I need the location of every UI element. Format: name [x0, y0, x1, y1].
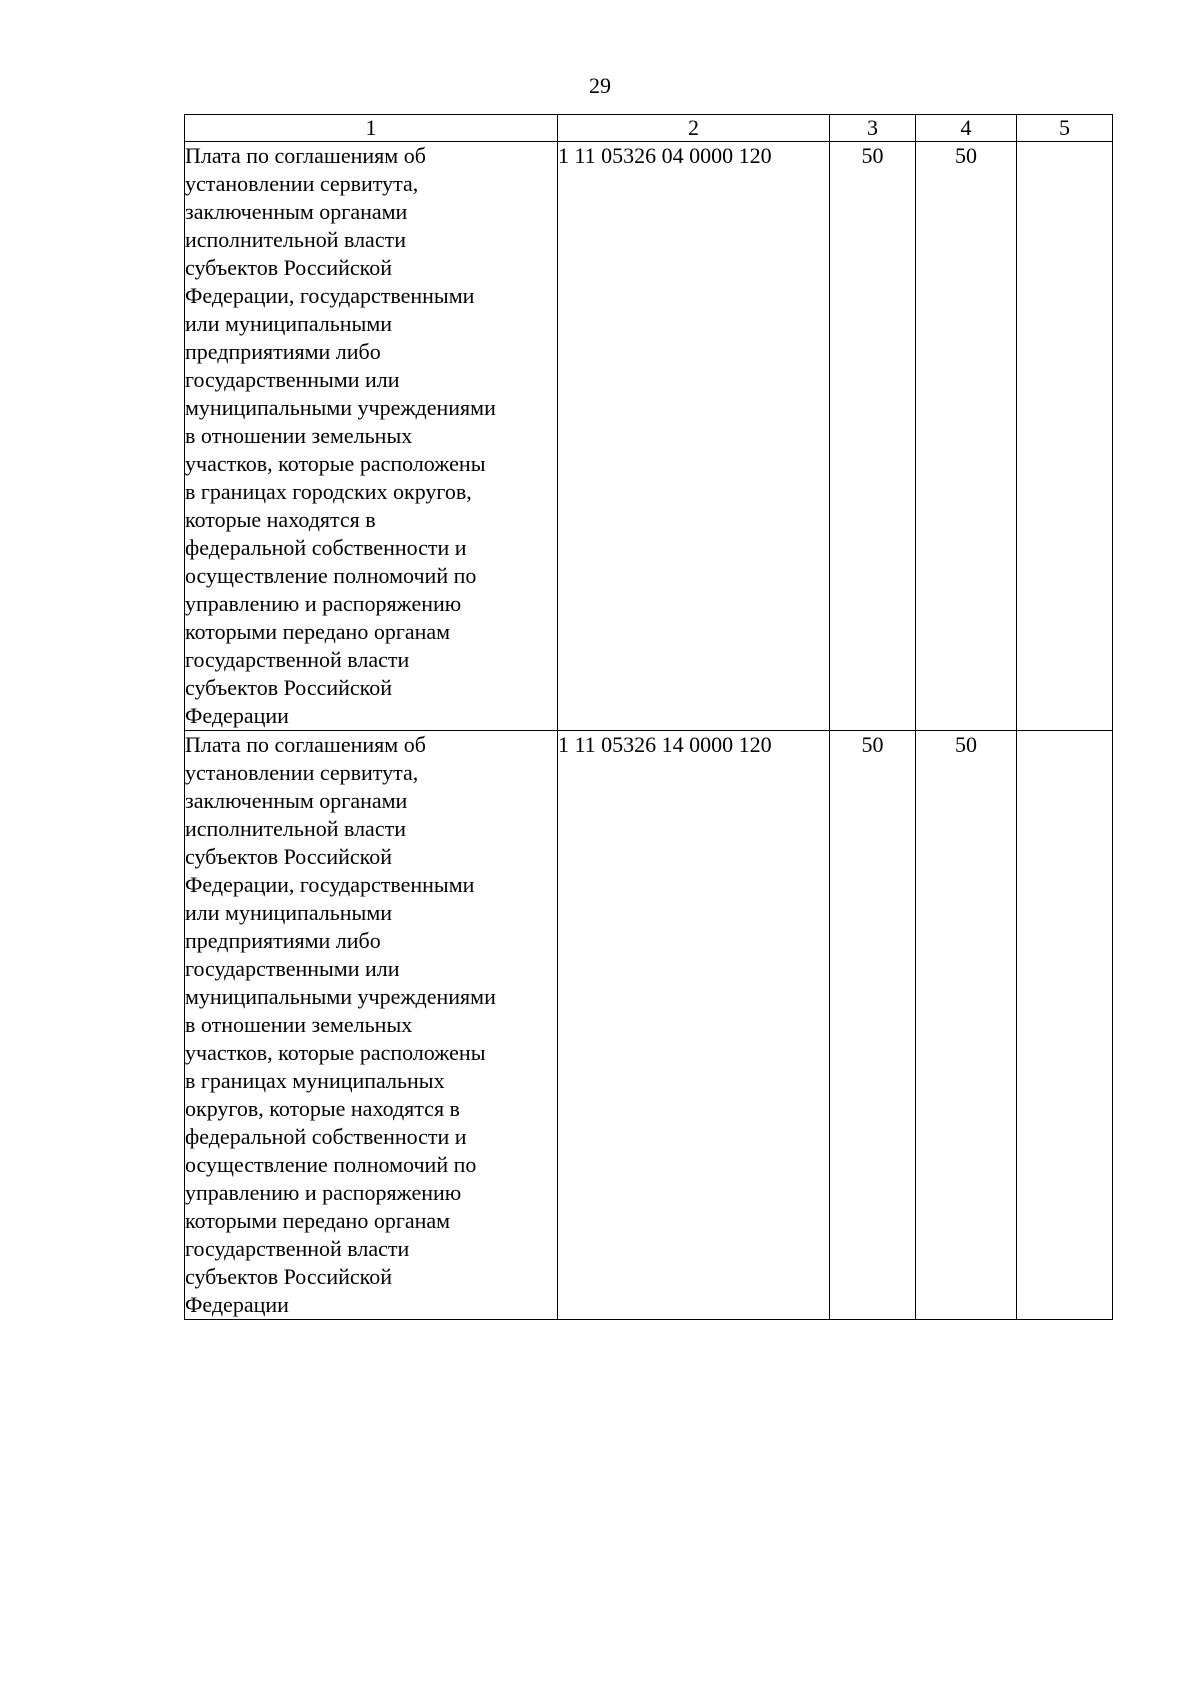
revenue-code-cell: 1 11 05326 14 0000 120	[558, 731, 830, 1320]
revenue-code-cell: 1 11 05326 04 0000 120	[558, 142, 830, 731]
column-4-value: 50	[916, 731, 1017, 1320]
table-header-row	[185, 115, 1113, 142]
revenue-name-cell: Плата по соглашениям об установлении сервитута, заключенным органами исполнительной власти субъектов Российской Федерации, государственными или муниципальными предприятиями либо государственными или муниципальными учреждениями в отношении земельных участков, которые расположены в границах городских округов, которые находятся в федеральной собственности и осуществление полномочий по управлению и распоряжению которыми передано органам государственной власти субъектов Российской Федерации	[185, 142, 558, 731]
column-5-value	[1017, 731, 1113, 1320]
column-3-value: 50	[830, 731, 916, 1320]
page-number: 29	[589, 73, 611, 98]
column-4-value: 50	[916, 142, 1017, 731]
column-5-value	[1017, 142, 1113, 731]
column-header-2: 2	[558, 115, 830, 142]
table-row	[185, 731, 1113, 1320]
column-header-3: 3	[830, 115, 916, 142]
revenue-name-cell: Плата по соглашениям об установлении сервитута, заключенным органами исполнительной власти субъектов Российской Федерации, государственными или муниципальными предприятиями либо государственными или муниципальными учреждениями в отношении земельных участков, которые расположены в границах муниципальных округов, которые находятся в федеральной собственности и осуществление полномочий по управлению и распоряжению которыми передано органам государственной власти субъектов Российской Федерации	[185, 731, 558, 1320]
table-row	[185, 142, 1113, 731]
revenue-table	[184, 114, 1113, 1320]
column-header-1: 1	[185, 115, 558, 142]
column-header-4: 4	[916, 115, 1017, 142]
column-3-value: 50	[830, 142, 916, 731]
column-header-5: 5	[1017, 115, 1113, 142]
